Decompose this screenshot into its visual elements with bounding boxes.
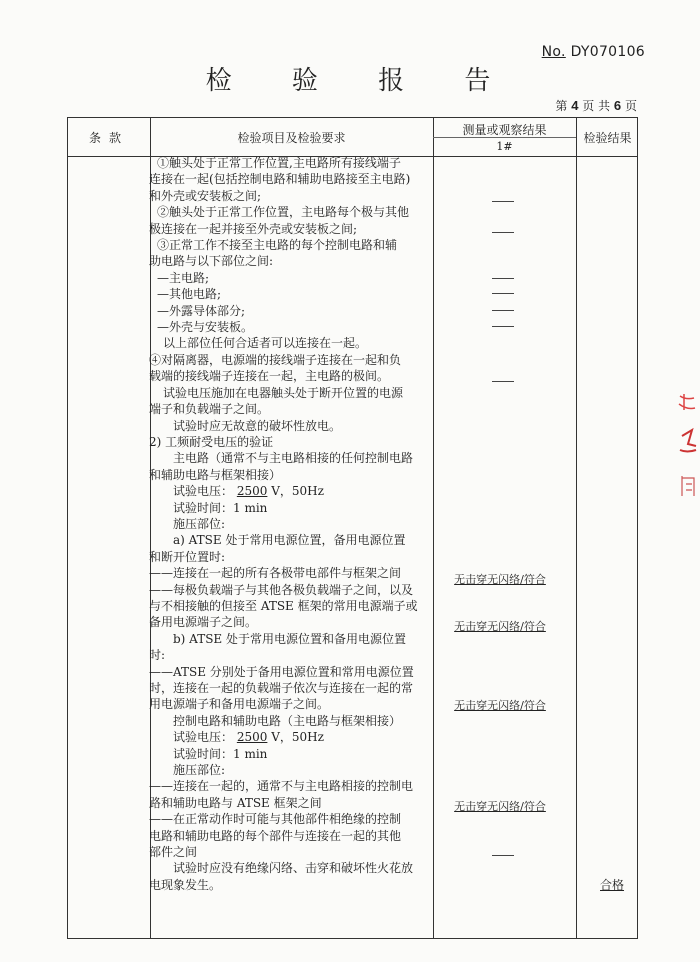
page-mid: 页 共 bbox=[582, 99, 611, 113]
text-line: 电路和辅助电路的每个部件与连接在一起的其他 bbox=[149, 828, 402, 843]
dash-mark bbox=[492, 326, 514, 327]
page-indicator bbox=[555, 97, 637, 114]
text-line: —其他电路; bbox=[157, 287, 222, 302]
text-line: ——在正常动作时可能与其他部件相绝缘的控制 bbox=[149, 812, 402, 827]
text-line: 和外壳或安装板之间; bbox=[149, 188, 262, 203]
report-title: 检 验 报 告 bbox=[205, 66, 517, 96]
text-line: 路和辅助电路与 ATSE 框架之间 bbox=[149, 795, 322, 810]
text-line: 试验时间：1 min bbox=[173, 500, 268, 515]
text-line: b) ATSE 处于常用电源位置和备用电源位置 bbox=[173, 631, 406, 646]
header-result: 检验结果 bbox=[583, 131, 632, 145]
dash-mark bbox=[492, 381, 514, 382]
text-line: 试验电压施加在电器触头处于断开位置的电源 bbox=[163, 385, 404, 400]
report-number bbox=[542, 44, 645, 60]
header-measured: 测量或观察结果 bbox=[462, 123, 547, 137]
text-line: 端子和负载端子之间。 bbox=[149, 402, 270, 417]
text-line: 2) 工频耐受电压的验证 bbox=[149, 434, 274, 449]
report-number-label: No. bbox=[541, 44, 566, 60]
final-result: 合格 bbox=[600, 878, 625, 892]
result-text: 无击穿无闪络/符合 bbox=[454, 699, 546, 712]
text-line: 主电路（通常不与主电路相接的任何控制电路 bbox=[173, 451, 414, 466]
text-line: 以上部位任何合适者可以连接在一起。 bbox=[163, 336, 368, 351]
text-line: 施压部位: bbox=[173, 763, 226, 778]
text-line: 试验时间：1 min bbox=[173, 746, 268, 761]
text-line: 连接在一起(包括控制电路和辅助电路接至主电路) bbox=[149, 172, 411, 187]
header-clause: 条款 bbox=[88, 131, 129, 145]
text-line: 与不相接触的但接至 ATSE 框架的常用电源端子或 bbox=[149, 598, 418, 613]
page-total: 6 bbox=[613, 98, 622, 113]
dash-mark bbox=[492, 201, 514, 202]
report-number-value: DY070106 bbox=[570, 44, 645, 60]
test-voltage-line: 试验电压： 2500 V，50Hz bbox=[173, 484, 324, 499]
dash-mark bbox=[492, 855, 514, 856]
text-line: 部件之间 bbox=[149, 845, 198, 860]
text-line: ——每极负载端子与其他各极负载端子之间，以及 bbox=[149, 582, 414, 597]
dash-mark bbox=[492, 310, 514, 311]
text-line: 助电路与以下部位之间: bbox=[149, 254, 274, 269]
text-line: 时，连接在一起的负载端子依次与连接在一起的常 bbox=[149, 681, 414, 695]
text-line: 和辅助电路与框架相接） bbox=[149, 467, 282, 482]
text-line: 和断开位置时: bbox=[149, 549, 226, 564]
test-voltage-value: 2500 bbox=[236, 484, 268, 499]
text-line: —外露导体部分; bbox=[157, 303, 246, 318]
text-line: a) ATSE 处于常用电源位置，备用电源位置 bbox=[173, 533, 406, 548]
text-line: 试验时应没有绝缘闪络、击穿和破坏性火花放 bbox=[173, 861, 414, 876]
dash-mark bbox=[492, 278, 514, 279]
text-line: 试验时应无故意的破坏性放电。 bbox=[173, 418, 342, 433]
text-line: 控制电路和辅助电路（主电路与框架相接） bbox=[173, 713, 402, 728]
text-line: —主电路; bbox=[157, 270, 210, 285]
result-text: 无击穿无闪络/符合 bbox=[454, 800, 546, 813]
page-prefix: 第 bbox=[555, 99, 568, 113]
text-line: 备用电源端子之间。 bbox=[149, 615, 258, 630]
text-line: ③正常工作不接至主电路的每个控制电路和辅 bbox=[157, 238, 398, 253]
text-line: 施压部位: bbox=[173, 516, 226, 531]
test-voltage-line: 试验电压： 2500 V，50Hz bbox=[173, 730, 324, 745]
page-number: 4 bbox=[571, 98, 579, 113]
text-line: 极连接在一起并接至外壳或安装板之间; bbox=[149, 221, 358, 236]
dash-mark bbox=[492, 293, 514, 294]
requirements-text bbox=[149, 155, 429, 893]
text-line: ——连接在一起的，通常不与主电路相接的控制电 bbox=[149, 779, 414, 794]
page-suffix: 页 bbox=[624, 99, 637, 113]
text-line: 时: bbox=[149, 648, 166, 663]
text-line: ①触头处于正常工作位置,主电路所有接线端子 bbox=[157, 156, 401, 170]
result-text: 无击穿无闪络/符合 bbox=[454, 620, 546, 633]
text-line: ——ATSE 分别处于备用电源位置和常用电源位置 bbox=[149, 664, 414, 679]
header-items: 检验项目及检验要求 bbox=[237, 131, 346, 145]
test-voltage-value: 2500 bbox=[236, 730, 268, 745]
result-text: 无击穿无闪络/符合 bbox=[454, 573, 546, 586]
seal-stamp-icon bbox=[676, 386, 698, 536]
text-line: 载端的接线端子连接在一起，主电路的极间。 bbox=[149, 369, 390, 384]
text-line: 用电源端子和备用电源端子之间。 bbox=[149, 697, 330, 712]
text-line: ②触头处于正常工作位置，主电路每个极与其他 bbox=[157, 205, 410, 220]
text-line: ④对隔离器，电源端的接线端子连接在一起和负 bbox=[149, 352, 402, 367]
text-line: ——连接在一起的所有各极带电部件与框架之间 bbox=[149, 566, 402, 581]
dash-mark bbox=[492, 232, 514, 233]
header-sample: 1# bbox=[496, 140, 513, 153]
text-line: —外壳与安装板。 bbox=[157, 320, 254, 335]
text-line: 电现象发生。 bbox=[149, 877, 222, 892]
